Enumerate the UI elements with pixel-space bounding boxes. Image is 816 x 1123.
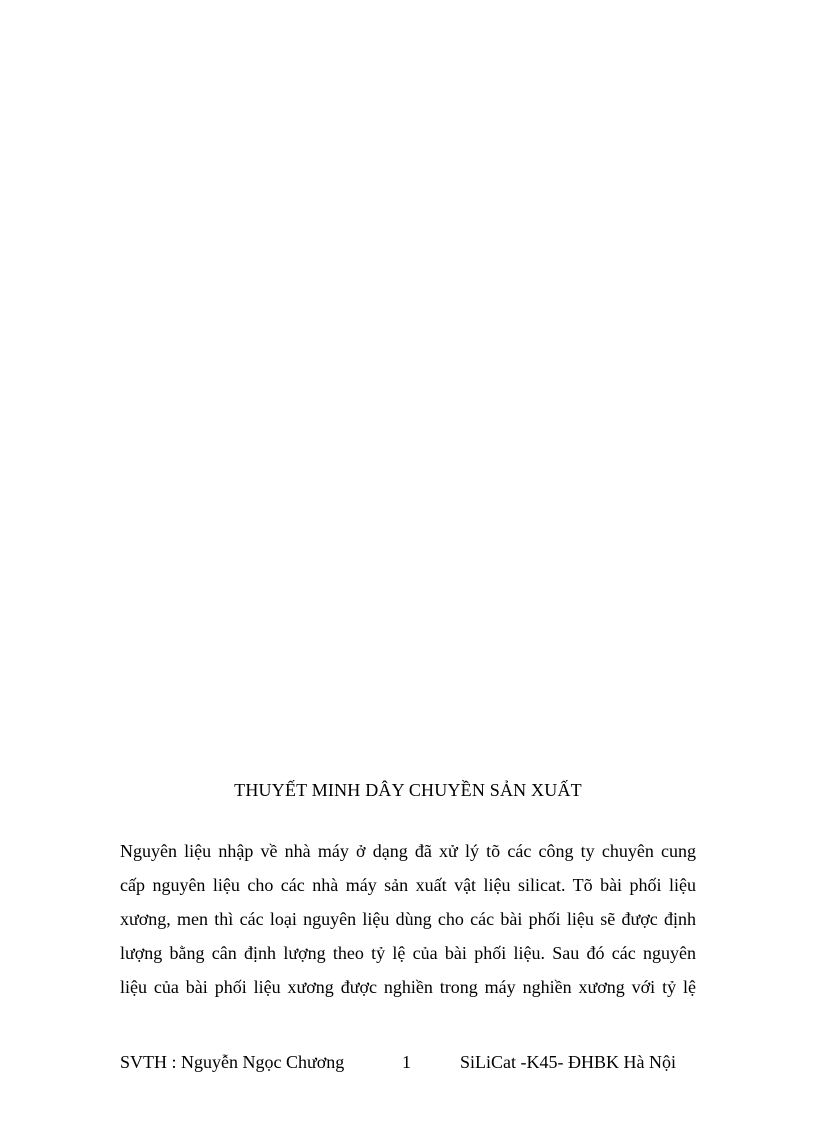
paragraph-line: liệu của bài phối liệu xương được nghiền trong máy nghiền xương với tỷ lệ	[120, 977, 696, 997]
paragraph-line: xương, men thì các loại nguyên liệu dùng cho các bài phối liệu sẽ được định	[120, 909, 696, 929]
paragraph-line: cấp nguyên liệu cho các nhà máy sản xuất vật liệu silicat. Tõ bài phối liệu	[120, 875, 696, 895]
section-title: THUYẾT MINH DÂY CHUYỀN SẢN XUẤT	[234, 780, 582, 800]
paragraph-line: lượng bằng cân định lượng theo tỷ lệ của bài phối liệu. Sau đó các nguyên	[120, 943, 696, 963]
body-paragraph	[120, 836, 696, 1006]
footer-organization: SiLiCat -K45- ĐHBK Hà Nội	[460, 1052, 676, 1072]
footer-page-number: 1	[402, 1052, 411, 1072]
paragraph-line: Nguyên liệu nhập về nhà máy ở dạng đã xử lý tõ các công ty chuyên cung	[120, 841, 696, 861]
footer-author: SVTH : Nguyễn Ngọc Chương	[120, 1052, 345, 1072]
page-footer	[120, 1049, 696, 1075]
